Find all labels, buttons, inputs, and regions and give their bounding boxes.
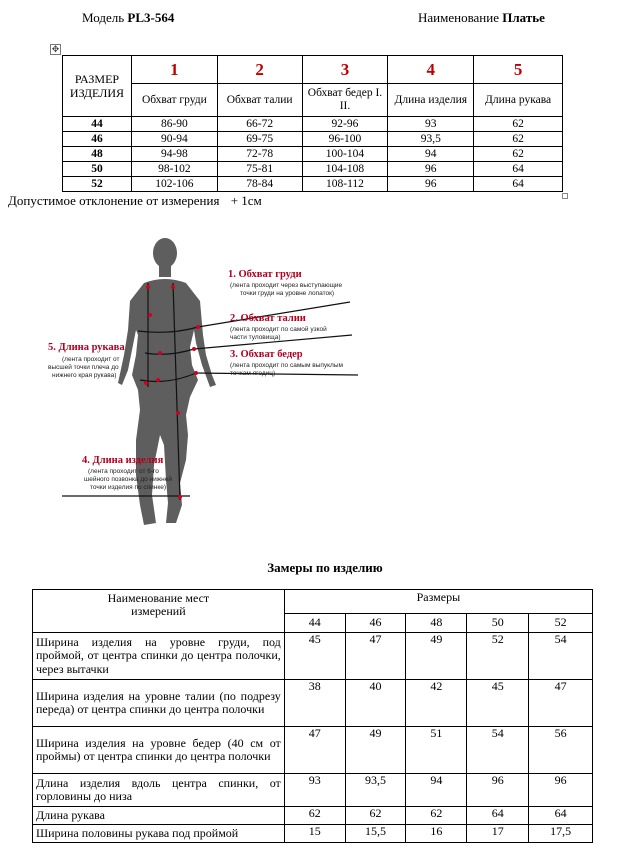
- col-number-5: 5: [474, 56, 563, 84]
- measurement-value: 42: [406, 680, 467, 727]
- measurement-value: 94: [406, 774, 467, 807]
- sleeve-note-3: нижнего края рукава): [52, 372, 117, 379]
- product-name-value: Платье: [502, 10, 545, 25]
- measurement-name: Ширина изделия на уровне бедер (40 см от проймы) от центра спинки до центра полочки: [33, 727, 285, 774]
- size-cell: 102-106: [131, 177, 217, 192]
- chest-note-2: точки груди на уровне лопаток): [240, 290, 335, 297]
- table-move-handle-icon[interactable]: ✥: [51, 44, 60, 54]
- measurement-value: 62: [406, 807, 467, 825]
- size-column-header: 46: [345, 613, 406, 632]
- size-cell: 90-94: [131, 132, 217, 147]
- measurement-value: 17: [467, 825, 529, 843]
- size-cell: 100-104: [302, 147, 388, 162]
- size-cell: 64: [474, 177, 563, 192]
- size-column-header: 50: [467, 613, 529, 632]
- size-cell: 72-78: [217, 147, 302, 162]
- measurement-value: 96: [529, 774, 593, 807]
- chest-title: 1. Обхват груди: [228, 269, 302, 280]
- measurement-value: 45: [467, 680, 529, 727]
- sleeve-note-2: высшей точки плеча до: [48, 364, 119, 371]
- size-cell: 86-90: [131, 117, 217, 132]
- name-header: Наименование мест измерений: [33, 590, 285, 633]
- sleeve-note-1: (лента проходит от: [62, 356, 120, 363]
- size-cell: 96-100: [302, 132, 388, 147]
- measurement-row: [33, 807, 593, 825]
- size-cell: 62: [474, 132, 563, 147]
- size-cell: 66-72: [217, 117, 302, 132]
- size-value: 52: [63, 177, 132, 192]
- size-cell: 93: [388, 117, 474, 132]
- measurement-value: 64: [467, 807, 529, 825]
- measurement-value: 47: [284, 727, 345, 774]
- size-cell: 94-98: [131, 147, 217, 162]
- size-corner-label: РАЗМЕР ИЗДЕЛИЯ: [63, 56, 132, 117]
- sizes-header: Размеры: [284, 590, 592, 614]
- tolerance-text: Допустимое отклонение от измерения: [8, 193, 220, 208]
- size-table: [62, 55, 563, 192]
- measurement-row: [33, 633, 593, 680]
- sleeve-title: 5. Длина рукава: [48, 342, 125, 353]
- hips-note-2: точкам ягодиц): [230, 370, 276, 377]
- size-cell: 104-108: [302, 162, 388, 177]
- measurement-value: 62: [284, 807, 345, 825]
- measurement-value: 56: [529, 727, 593, 774]
- product-name-label: Наименование: [418, 10, 499, 25]
- measurement-value: 54: [467, 727, 529, 774]
- measurement-value: 93,5: [345, 774, 406, 807]
- measurement-row: [33, 774, 593, 807]
- tolerance-value: + 1см: [230, 193, 262, 208]
- size-value: 44: [63, 117, 132, 132]
- size-value: 50: [63, 162, 132, 177]
- measurement-value: 64: [529, 807, 593, 825]
- size-cell: 108-112: [302, 177, 388, 192]
- measurement-value: 47: [529, 680, 593, 727]
- size-cell: 75-81: [217, 162, 302, 177]
- measurement-value: 62: [345, 807, 406, 825]
- measurement-diagram: [40, 235, 380, 535]
- measurement-row: [33, 825, 593, 843]
- col-number-1: 1: [131, 56, 217, 84]
- col-number-4: 4: [388, 56, 474, 84]
- col-label-hips: Обхват бедер I. II.: [302, 84, 388, 117]
- size-cell: 62: [474, 117, 563, 132]
- size-column-header: 44: [284, 613, 345, 632]
- measurement-value: 16: [406, 825, 467, 843]
- size-row: [63, 162, 563, 177]
- size-cell: 96: [388, 162, 474, 177]
- size-column-header: 52: [529, 613, 593, 632]
- measurement-value: 54: [529, 633, 593, 680]
- measurement-value: 96: [467, 774, 529, 807]
- size-cell: 96: [388, 177, 474, 192]
- measurement-value: 17,5: [529, 825, 593, 843]
- measurement-value: 93: [284, 774, 345, 807]
- size-value: 48: [63, 147, 132, 162]
- measurement-value: 47: [345, 633, 406, 680]
- waist-title: 2. Обхват талии: [230, 313, 306, 324]
- measurement-name: Длина рукава: [33, 807, 285, 825]
- measurements-title: Замеры по изделию: [267, 560, 383, 575]
- measurement-row: [33, 680, 593, 727]
- measurement-name: Ширина изделия на уровне груди, под проймой, от центра спинки до центра полочки, через вытачки: [33, 633, 285, 680]
- measurement-value: 52: [467, 633, 529, 680]
- measurement-name: Длина изделия вдоль центра спинки, от горловины до низа: [33, 774, 285, 807]
- col-label-waist: Обхват талии: [217, 84, 302, 117]
- size-cell: 69-75: [217, 132, 302, 147]
- size-row: [63, 177, 563, 192]
- measurement-value: 49: [345, 727, 406, 774]
- length-note-3: точки изделия по спинке): [90, 484, 167, 491]
- size-cell: 92-96: [302, 117, 388, 132]
- measurement-value: 38: [284, 680, 345, 727]
- measurement-value: 49: [406, 633, 467, 680]
- size-cell: 62: [474, 147, 563, 162]
- size-row: [63, 147, 563, 162]
- measurement-value: 15,5: [345, 825, 406, 843]
- measurements-table: [32, 589, 593, 843]
- table-resize-handle[interactable]: [562, 193, 568, 199]
- hips-title: 3. Обхват бедер: [230, 349, 303, 360]
- measurement-value: 40: [345, 680, 406, 727]
- model-label: Модель: [82, 10, 125, 25]
- product-name-line: [418, 10, 545, 26]
- col-number-3: 3: [302, 56, 388, 84]
- length-note-1: (лента проходит от 6-го: [88, 468, 159, 475]
- size-cell: 98-102: [131, 162, 217, 177]
- size-cell: 94: [388, 147, 474, 162]
- length-title: 4. Длина изделия: [82, 455, 164, 466]
- waist-note-1: (лента проходит по самой узкой: [230, 326, 327, 333]
- size-cell: 64: [474, 162, 563, 177]
- waist-note-2: части туловища): [230, 334, 281, 341]
- measurement-value: 51: [406, 727, 467, 774]
- tolerance-line: [8, 193, 262, 209]
- model-value: PL3-564: [127, 10, 175, 25]
- col-label-chest: Обхват груди: [131, 84, 217, 117]
- col-label-length: Длина изделия: [388, 84, 474, 117]
- col-label-sleeve: Длина рукава: [474, 84, 563, 117]
- measurement-name: Ширина половины рукава под проймой: [33, 825, 285, 843]
- model-line: [82, 10, 174, 26]
- hips-note-1: (лента проходит по самым выпуклым: [230, 362, 343, 369]
- size-cell: 93,5: [388, 132, 474, 147]
- length-note-2: шейного позвонка до нижней: [84, 476, 172, 483]
- size-row: [63, 132, 563, 147]
- measurement-value: 45: [284, 633, 345, 680]
- size-row: [63, 117, 563, 132]
- size-column-header: 48: [406, 613, 467, 632]
- size-value: 46: [63, 132, 132, 147]
- measurement-value: 15: [284, 825, 345, 843]
- measurement-row: [33, 727, 593, 774]
- measurement-name: Ширина изделия на уровне талии (по подрезу переда) от центра спинки до центра полочки: [33, 680, 285, 727]
- size-cell: 78-84: [217, 177, 302, 192]
- chest-note-1: (лента проходит через выступающие: [230, 282, 343, 289]
- col-number-2: 2: [217, 56, 302, 84]
